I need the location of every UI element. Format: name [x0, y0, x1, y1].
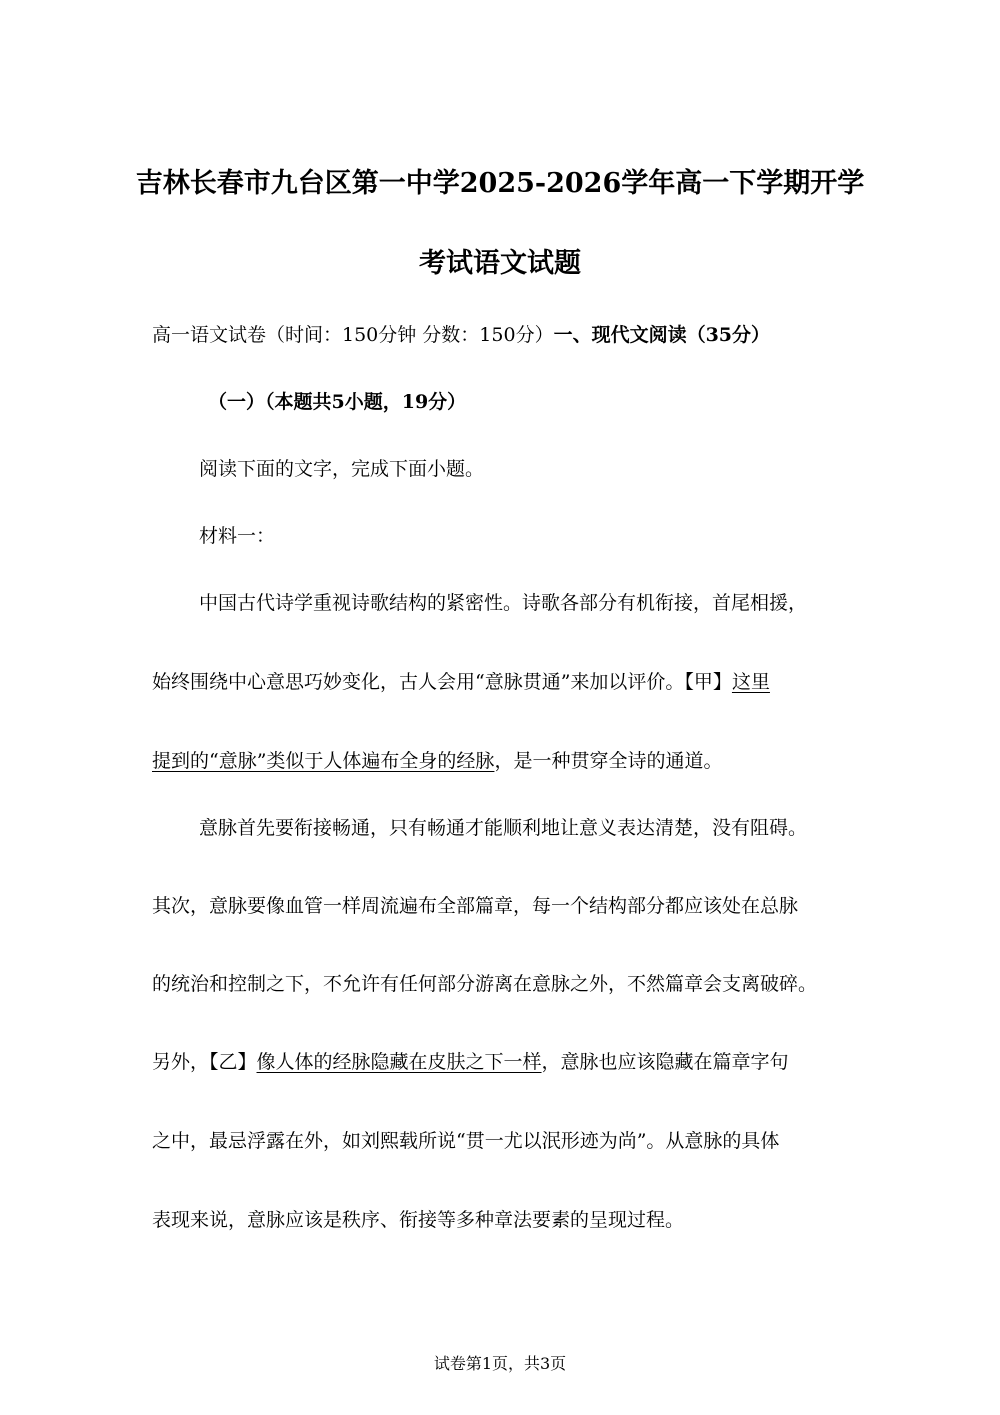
passage-text: ，是一种贯穿全诗的通道。 — [494, 750, 723, 772]
exam-header-line — [152, 320, 770, 350]
passage-line: 的统治和控制之下，不允许有任何部分游离在意脉之外，不然篇章会支离破碎。 — [152, 973, 818, 995]
exam-title-line-1: 吉林长春市九台区第一中学2025-2026学年高一下学期开学 — [135, 168, 865, 199]
passage-line: 意脉首先要衔接畅通，只有畅通才能顺利地让意义表达清楚，没有阻碍。 — [199, 817, 808, 839]
passage-text: 始终围绕中心意思巧妙变化，古人会用“意脉贯通”来加以评价。【甲】 — [152, 671, 732, 693]
underlined-phrase-jia-cont: 提到的“意脉”类似于人体遍布全身的经脉 — [152, 750, 495, 772]
page-footer: 试卷第1页，共3页 — [433, 1354, 567, 1373]
exam-info: 高一语文试卷（时间：150分钟 分数：150分） — [152, 324, 554, 346]
underlined-phrase-yi: 像人体的经脉隐藏在皮肤之下一样 — [256, 1051, 542, 1073]
reading-instruction: 阅读下面的文字，完成下面小题。 — [199, 458, 485, 480]
material-label: 材料一： — [199, 525, 276, 547]
passage-line: 中国古代诗学重视诗歌结构的紧密性。诗歌各部分有机衔接，首尾相援， — [199, 592, 808, 614]
exam-title-line-2: 考试语文试题 — [419, 248, 581, 279]
passage-line — [152, 1047, 789, 1077]
passage-line: 其次，意脉要像血管一样周流遍布全部篇章，每一个结构部分都应该处在总脉 — [152, 895, 799, 917]
passage-line: 表现来说，意脉应该是秩序、衔接等多种章法要素的呈现过程。 — [152, 1209, 685, 1231]
passage-line: 之中，最忌浮露在外，如刘熙载所说“贯一尤以泯形迹为尚”。从意脉的具体 — [152, 1130, 780, 1152]
passage-line — [152, 667, 770, 697]
subsection-heading: （一）（本题共5小题，19分） — [208, 391, 467, 413]
section-one-heading: 一、现代文阅读（35分） — [553, 324, 771, 346]
underlined-phrase-jia: 这里 — [731, 671, 770, 693]
passage-text: 另外，【乙】 — [152, 1051, 257, 1073]
passage-text: ，意脉也应该隐藏在篇章字句 — [541, 1051, 789, 1073]
passage-line — [152, 746, 722, 776]
